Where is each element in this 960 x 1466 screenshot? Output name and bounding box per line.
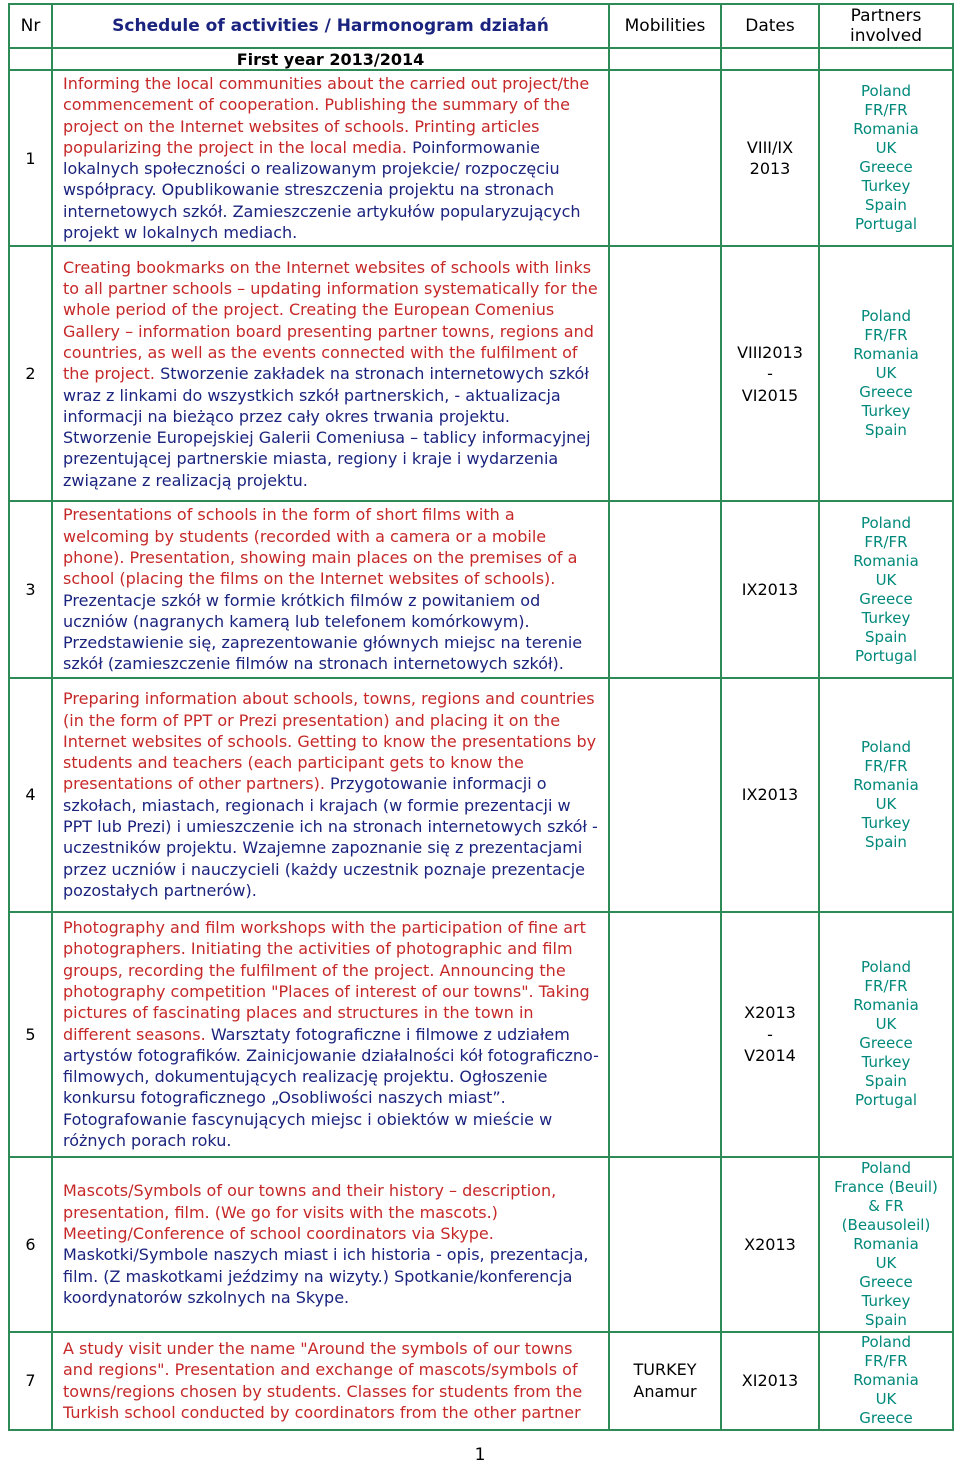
partners-cell xyxy=(819,70,953,246)
partner-name: FR/FR xyxy=(864,532,908,551)
date-line: IX2013 xyxy=(741,785,799,805)
mobility-cell xyxy=(609,70,721,246)
partner-name: (Beausoleil) xyxy=(841,1215,931,1234)
partner-name: Greece xyxy=(859,1034,913,1053)
mobility-cell xyxy=(609,246,721,501)
partner-name: Poland xyxy=(860,958,912,977)
partner-name: Turkey xyxy=(861,1291,911,1310)
partner-name: Greece xyxy=(859,1409,913,1428)
partner-name: FR/FR xyxy=(864,977,908,996)
row-number: 5 xyxy=(9,912,52,1157)
date-line: 2013 xyxy=(749,159,791,179)
header-title: Schedule of activities / Harmonogram działań xyxy=(52,4,609,48)
partner-name: Portugal xyxy=(854,646,918,665)
partner-name: Romania xyxy=(853,551,919,570)
partners-cell xyxy=(819,1332,953,1430)
header-nr: Nr xyxy=(9,4,52,48)
year-partners-cell xyxy=(819,48,953,70)
date-line: - xyxy=(767,364,773,384)
partner-name: Romania xyxy=(853,1371,919,1390)
year-row xyxy=(9,48,953,70)
partner-name: Greece xyxy=(859,383,913,402)
activity-polish: Warsztaty fotograficzne i filmowe z udziałem artystów fotografików. Zainicjowanie działalności kół fotograficzno-filmowych, dokumentujących realizację projektu. Ogłoszenie konkursu fotograficznego „Osobliwości naszych miast”. Fotografowanie fascynujących miejsc i obiektów w mieście w różnych porach roku. xyxy=(63,1024,599,1151)
header-mobilities: Mobilities xyxy=(609,4,721,48)
partner-name: Poland xyxy=(860,1158,912,1177)
date-line: VIII2013 xyxy=(737,342,803,362)
mobility-cell xyxy=(609,678,721,912)
partner-name: France (Beuil) xyxy=(834,1177,938,1196)
partner-name: & FR xyxy=(868,1196,904,1215)
activity-polish: Prezentacje szkół w formie krótkich filmów z powitaniem od uczniów (nagranych kamerą lub telefonem komórkowym). Przedstawienie się, zaprezentowanie głównych miejsc na terenie szkół (zamieszczenie filmów na stronach internetowych szkół). xyxy=(63,590,583,674)
rows-body xyxy=(9,70,953,1430)
partner-name: Spain xyxy=(865,196,907,215)
row-number: 2 xyxy=(9,246,52,501)
partner-name: Spain xyxy=(865,627,907,646)
partner-name: Poland xyxy=(860,82,912,101)
date-line: V2014 xyxy=(744,1045,796,1065)
partner-name: Romania xyxy=(853,120,919,139)
partners-cell xyxy=(819,912,953,1157)
activity-polish: Stworzenie zakładek na stronach internetowych szkół wraz z linkami do wszystkich szkół partnerskich, - aktualizacja informacji na bieżąco przez cały okres trwania projektu. Stworzenie Europejskiej Galerii Comeniusa – tablicy informacyjnej prezentującej partnerskie miasta, regiony i kraje i wydarzenia związane z realizacją projektu. xyxy=(63,364,591,490)
table-row xyxy=(9,246,953,501)
date-line: VI2015 xyxy=(741,385,799,405)
partner-name: Portugal xyxy=(854,215,918,234)
dates-cell xyxy=(721,1332,819,1430)
dates-cell xyxy=(721,246,819,501)
table-row xyxy=(9,678,953,912)
activity-english: A study visit under the name "Around the symbols of our towns and regions". Presentation and exchange of mascots/symbols of towns/regions chosen by students. Classes for students from the Turkish school conducted by coordinators from the other partner xyxy=(63,1339,583,1423)
date-line: VIII/IX xyxy=(746,137,794,157)
partner-name: Romania xyxy=(853,345,919,364)
partners-cell xyxy=(819,1157,953,1332)
activity-english: Creating bookmarks on the Internet websites of schools with links to all partner schools – updating information systematically for the whole period of the project. Creating the European Comenius Gallery – information board presenting partner towns, regions and countries, as well as the events connected with the fulfilment of the project. xyxy=(63,257,598,384)
header-row xyxy=(9,4,953,48)
date-line: - xyxy=(767,1024,773,1044)
table-row xyxy=(9,1157,953,1332)
activity-polish: Maskotki/Symbole naszych miast i ich historia - opis, prezentacja, film. (Z maskotkami jeździmy na wizyty.) Spotkanie/konferencja koordynatorów szkolnych na Skype. xyxy=(63,1245,589,1307)
page-number: 1 xyxy=(474,1445,486,1465)
partner-name: FR/FR xyxy=(864,1352,908,1371)
partner-name: FR/FR xyxy=(864,326,908,345)
partner-name: UK xyxy=(875,794,897,813)
partner-name: Turkey xyxy=(861,402,911,421)
partner-name: FR/FR xyxy=(864,756,908,775)
row-number: 1 xyxy=(9,70,52,246)
activity-cell xyxy=(52,912,609,1157)
row-number: 6 xyxy=(9,1157,52,1332)
partner-name: FR/FR xyxy=(864,101,908,120)
partner-name: Portugal xyxy=(854,1091,918,1110)
activity-english: Mascots/Symbols of our towns and their history – description, presentation, film. (We go for visits with the mascots.) Meeting/Conference of school coordinators via Skype. xyxy=(63,1181,557,1243)
partner-name: UK xyxy=(875,364,897,383)
mobility-cell xyxy=(609,1157,721,1332)
dates-cell xyxy=(721,1157,819,1332)
activity-cell xyxy=(52,1157,609,1332)
partner-name: Spain xyxy=(865,832,907,851)
mobility-cell xyxy=(609,912,721,1157)
activity-cell xyxy=(52,678,609,912)
date-line: XI2013 xyxy=(741,1371,799,1391)
activity-english: Photography and film workshops with the participation of fine art photographers. Initiating the activities of photographic and film groups, recording the fulfilment of the project. Announcing the photography competition "Places of interest of our towns". Taking pictures of fascinating places and structures in the town in different seasons. xyxy=(63,918,590,1044)
table-row xyxy=(9,70,953,246)
partner-name: UK xyxy=(875,1390,897,1409)
partner-name: UK xyxy=(875,139,897,158)
partner-name: UK xyxy=(875,1015,897,1034)
partner-name: Romania xyxy=(853,775,919,794)
activity-english: Preparing information about schools, towns, regions and countries (in the form of PPT or Prezi presentation) and placing it on the Internet websites of schools. Getting to know the presentations by students and teachers (each participant gets to know the presentations of other partners). xyxy=(63,689,597,794)
date-line: X2013 xyxy=(744,1003,796,1023)
mobility-line: Anamur xyxy=(633,1381,697,1401)
activity-cell xyxy=(52,501,609,677)
partner-name: Greece xyxy=(859,589,913,608)
partner-name: Greece xyxy=(859,158,913,177)
date-line: X2013 xyxy=(744,1234,796,1254)
schedule-table xyxy=(8,3,954,1431)
dates-cell xyxy=(721,70,819,246)
row-number: 4 xyxy=(9,678,52,912)
activity-cell xyxy=(52,246,609,501)
activity-cell xyxy=(52,70,609,246)
activity-english: Presentations of schools in the form of short films with a welcoming by students (recorded with a camera or a mobile phone). Presentation, showing main places on the premises of a school (placing the films on the Internet websites of schools). xyxy=(63,505,578,589)
partner-name: Turkey xyxy=(861,177,911,196)
row-number: 3 xyxy=(9,501,52,677)
partner-name: Romania xyxy=(853,1234,919,1253)
table-row xyxy=(9,912,953,1157)
mobility-cell xyxy=(609,501,721,677)
year-label: First year 2013/2014 xyxy=(52,48,609,70)
activity-polish: Poinformowanie lokalnych społeczności o realizowanym projekcie/ rozpoczęciu współpracy. Opublikowanie streszczenia projektu na stronach internetowych szkół. Zamieszczenie artykułów popularyzujących projekt w lokalnych mediach. xyxy=(63,137,581,243)
partner-name: Greece xyxy=(859,1272,913,1291)
header-dates: Dates xyxy=(721,4,819,48)
partners-cell xyxy=(819,501,953,677)
year-nr-cell xyxy=(9,48,52,70)
row-number: 7 xyxy=(9,1332,52,1430)
partner-name: Romania xyxy=(853,996,919,1015)
partner-name: Turkey xyxy=(861,1053,911,1072)
table-row xyxy=(9,1332,953,1430)
partner-name: Spain xyxy=(865,1072,907,1091)
activity-english: Informing the local communities about the carried out project/the commencement of cooperation. Publishing the summary of the project on the Internet websites of schools. Printing articles popularizing the project in the local media. xyxy=(63,74,590,157)
header-partners: Partners involved xyxy=(819,4,953,48)
partner-name: Poland xyxy=(860,737,912,756)
dates-cell xyxy=(721,912,819,1157)
table-row xyxy=(9,501,953,677)
partner-name: Poland xyxy=(860,307,912,326)
mobility-cell xyxy=(609,1332,721,1430)
dates-cell xyxy=(721,501,819,677)
date-line: IX2013 xyxy=(741,579,799,599)
activity-cell xyxy=(52,1332,609,1430)
dates-cell xyxy=(721,678,819,912)
year-dates-cell xyxy=(721,48,819,70)
mobility-line: TURKEY xyxy=(633,1360,697,1380)
partner-name: UK xyxy=(875,1253,897,1272)
partner-name: Poland xyxy=(860,1333,912,1352)
partner-name: Spain xyxy=(865,1310,907,1329)
partner-name: Turkey xyxy=(861,813,911,832)
partner-name: UK xyxy=(875,570,897,589)
partner-name: Poland xyxy=(860,513,912,532)
activity-polish: Przygotowanie informacji o szkołach, miastach, regionach i krajach (w formie prezentacji w PPT lub Prezi) i umieszczenie ich na stronach internetowych szkół - uczestników projektu. Wzajemne zapoznanie się z prezentacjami przez uczniów i nauczycieli (każdy uczestnik poznaje prezentacje pozostałych partnerów). xyxy=(63,774,598,900)
partners-cell xyxy=(819,246,953,501)
partner-name: Spain xyxy=(865,421,907,440)
partner-name: Turkey xyxy=(861,608,911,627)
partners-cell xyxy=(819,678,953,912)
year-mob-cell xyxy=(609,48,721,70)
